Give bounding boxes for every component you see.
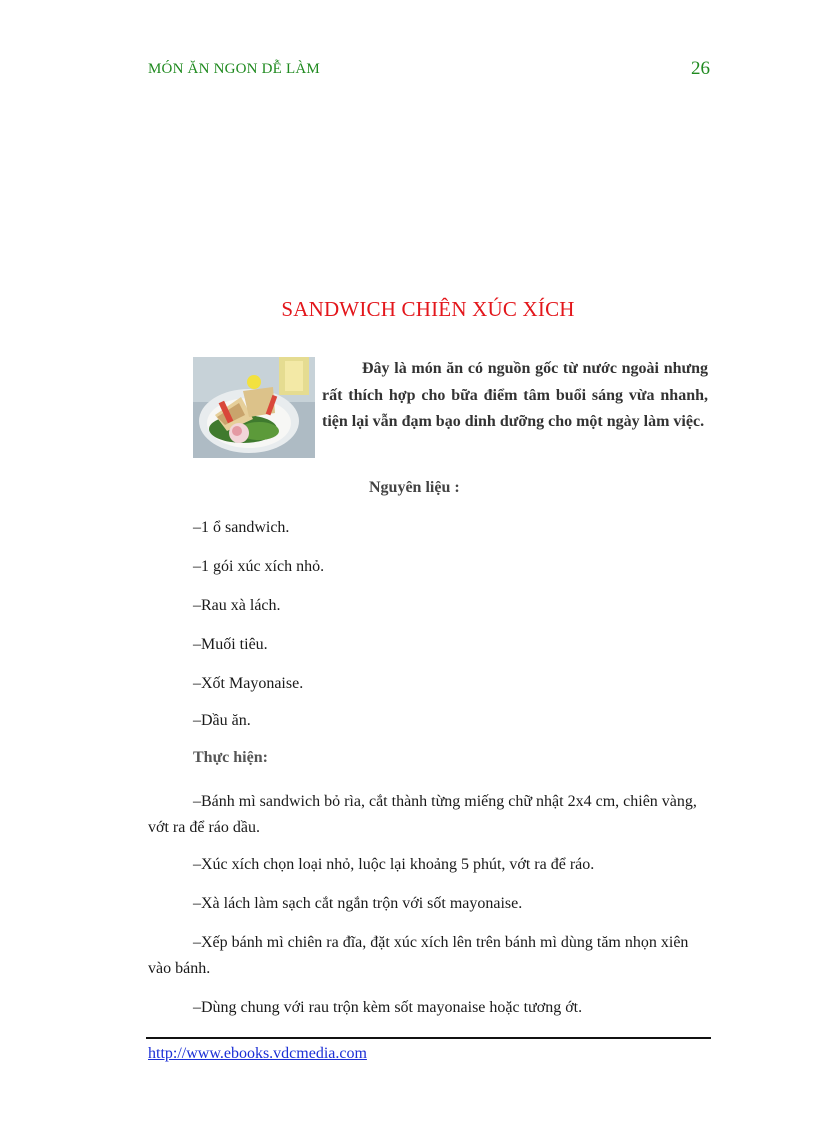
step-item: –Xếp bánh mì chiên ra đĩa, đặt xúc xích lên trên bánh mì dùng tăm nhọn xiên vào bánh. xyxy=(148,934,689,977)
step-item: –Xà lách làm sạch cắt ngắn trộn với sốt mayonaise. xyxy=(193,895,523,912)
dish-photo xyxy=(193,357,315,458)
intro-text: Đây là món ăn có nguồn gốc từ nước ngoài nhưng rất thích hợp cho bữa điểm tâm buổi sáng vừa nhanh, tiện lại vẫn đạm bạo dinh dưỡng cho một ngày làm việc. xyxy=(322,360,708,430)
book-title: MÓN ĂN NGON DỄ LÀM xyxy=(148,61,320,77)
ingredient-item: –Dầu ăn. xyxy=(193,712,251,729)
footer-link[interactable]: http://www.ebooks.vdcmedia.com xyxy=(148,1045,367,1062)
page-number: 26 xyxy=(691,58,710,79)
footer-divider xyxy=(146,1037,711,1039)
recipe-title: SANDWICH CHIÊN XÚC XÍCH xyxy=(281,297,575,321)
ingredient-item: –Xốt Mayonaise. xyxy=(193,675,304,692)
ingredient-item: –1 ổ sandwich. xyxy=(193,519,290,536)
step-item: –Xúc xích chọn loại nhỏ, luộc lại khoảng 5 phút, vớt ra để ráo. xyxy=(193,856,595,873)
method-heading: Thực hiện: xyxy=(193,749,268,766)
step-item: –Bánh mì sandwich bỏ rìa, cắt thành từng miếng chữ nhật 2x4 cm, chiên vàng, vớt ra để ráo dầu. xyxy=(148,793,697,836)
step-item: –Dùng chung với rau trộn kèm sốt mayonaise hoặc tương ớt. xyxy=(193,999,583,1016)
ingredient-item: –Rau xà lách. xyxy=(193,597,281,614)
ingredients-heading: Nguyên liệu : xyxy=(369,479,460,496)
ingredient-item: –1 gói xúc xích nhỏ. xyxy=(193,558,325,575)
ingredient-item: –Muối tiêu. xyxy=(193,636,268,653)
recipe-intro xyxy=(322,356,708,436)
